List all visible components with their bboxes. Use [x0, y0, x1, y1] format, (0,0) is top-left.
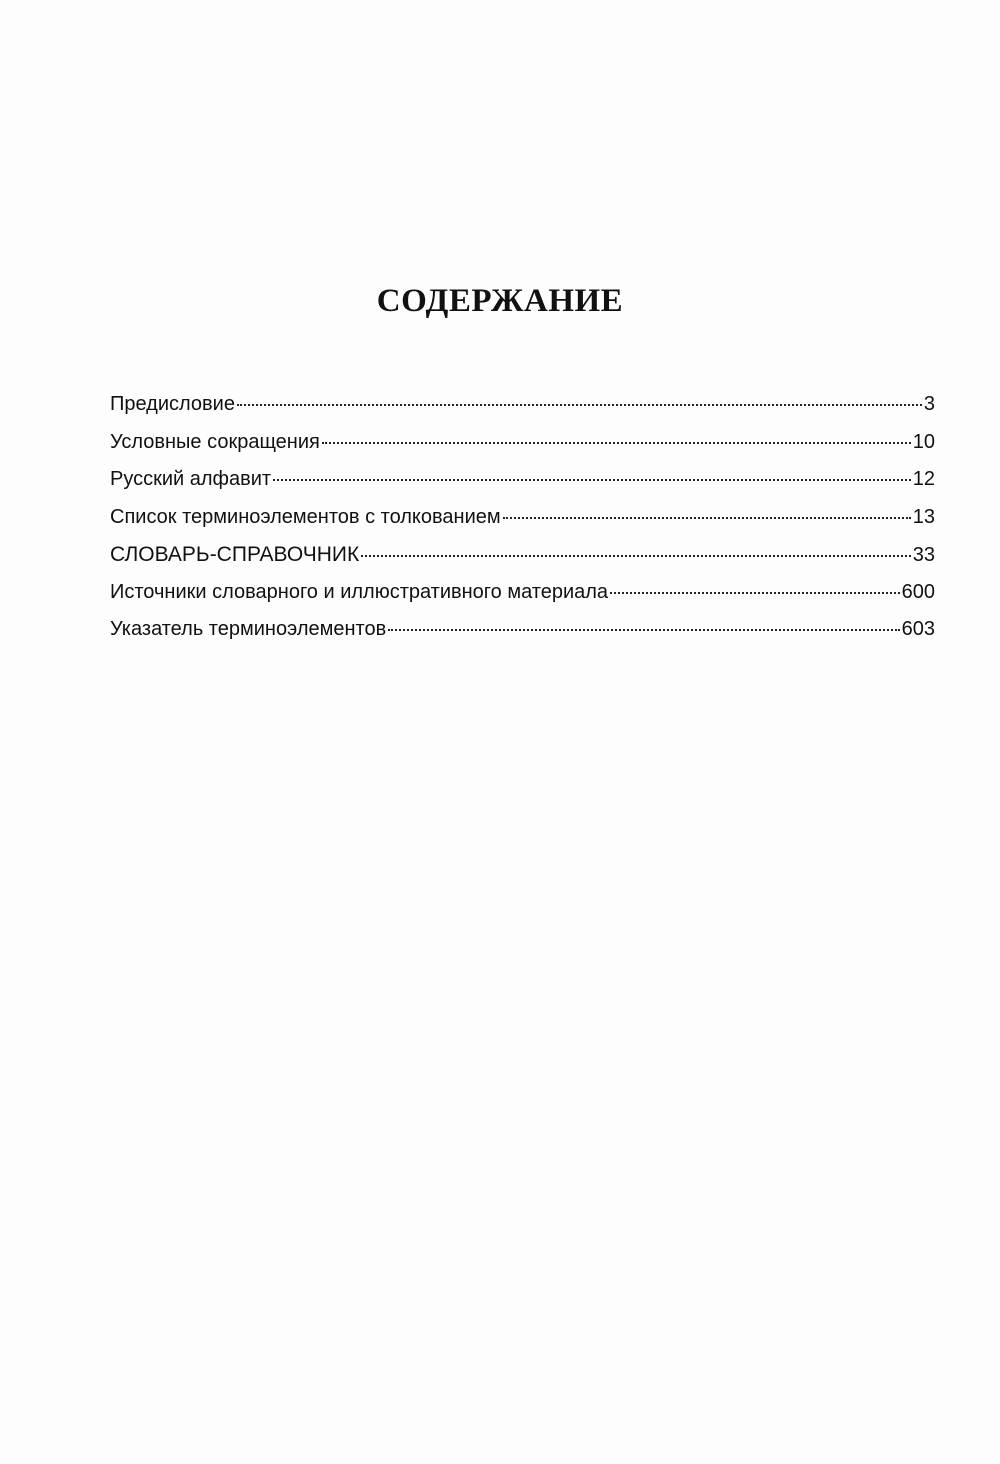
page-title: СОДЕРЖАНИЕ — [376, 283, 624, 319]
toc-entry-page: 33 — [912, 544, 935, 566]
toc-entry-index — [110, 618, 935, 656]
toc-leader-dots — [273, 479, 911, 481]
toc-entry-page: 13 — [912, 505, 935, 528]
toc-entry-label: Русский алфавит — [110, 468, 272, 490]
toc-entry-dictionary — [110, 543, 935, 581]
toc-entry-label: Источники словарного и иллюстративного материала — [110, 580, 609, 603]
toc-entry-label: Список терминоэлементов с толкованием — [110, 505, 501, 528]
toc-leader-dots — [388, 629, 899, 631]
toc-entry-page: 12 — [912, 468, 935, 490]
toc-leader-dots — [610, 592, 900, 594]
toc-entry-alphabet — [110, 468, 935, 506]
toc-entry-page: 3 — [923, 393, 935, 415]
table-of-contents — [110, 393, 935, 656]
toc-entry-label: Предисловие — [110, 393, 235, 415]
toc-entry-page: 10 — [912, 430, 935, 453]
toc-entry-label: Условные сокращения — [110, 430, 320, 453]
toc-entry-page: 603 — [901, 618, 935, 640]
toc-leader-dots — [361, 555, 911, 557]
toc-leader-dots — [322, 442, 911, 444]
toc-entry-sources — [110, 581, 935, 619]
toc-leader-dots — [503, 517, 911, 519]
toc-entry-label: СЛОВАРЬ-СПРАВОЧНИК — [110, 543, 360, 566]
toc-leader-dots — [237, 404, 922, 406]
toc-entry-preface — [110, 393, 935, 431]
toc-entry-page: 600 — [901, 580, 935, 603]
toc-entry-label: Указатель терминоэлементов — [110, 618, 387, 640]
toc-entry-abbreviations — [110, 431, 935, 469]
toc-entry-term-list — [110, 506, 935, 544]
